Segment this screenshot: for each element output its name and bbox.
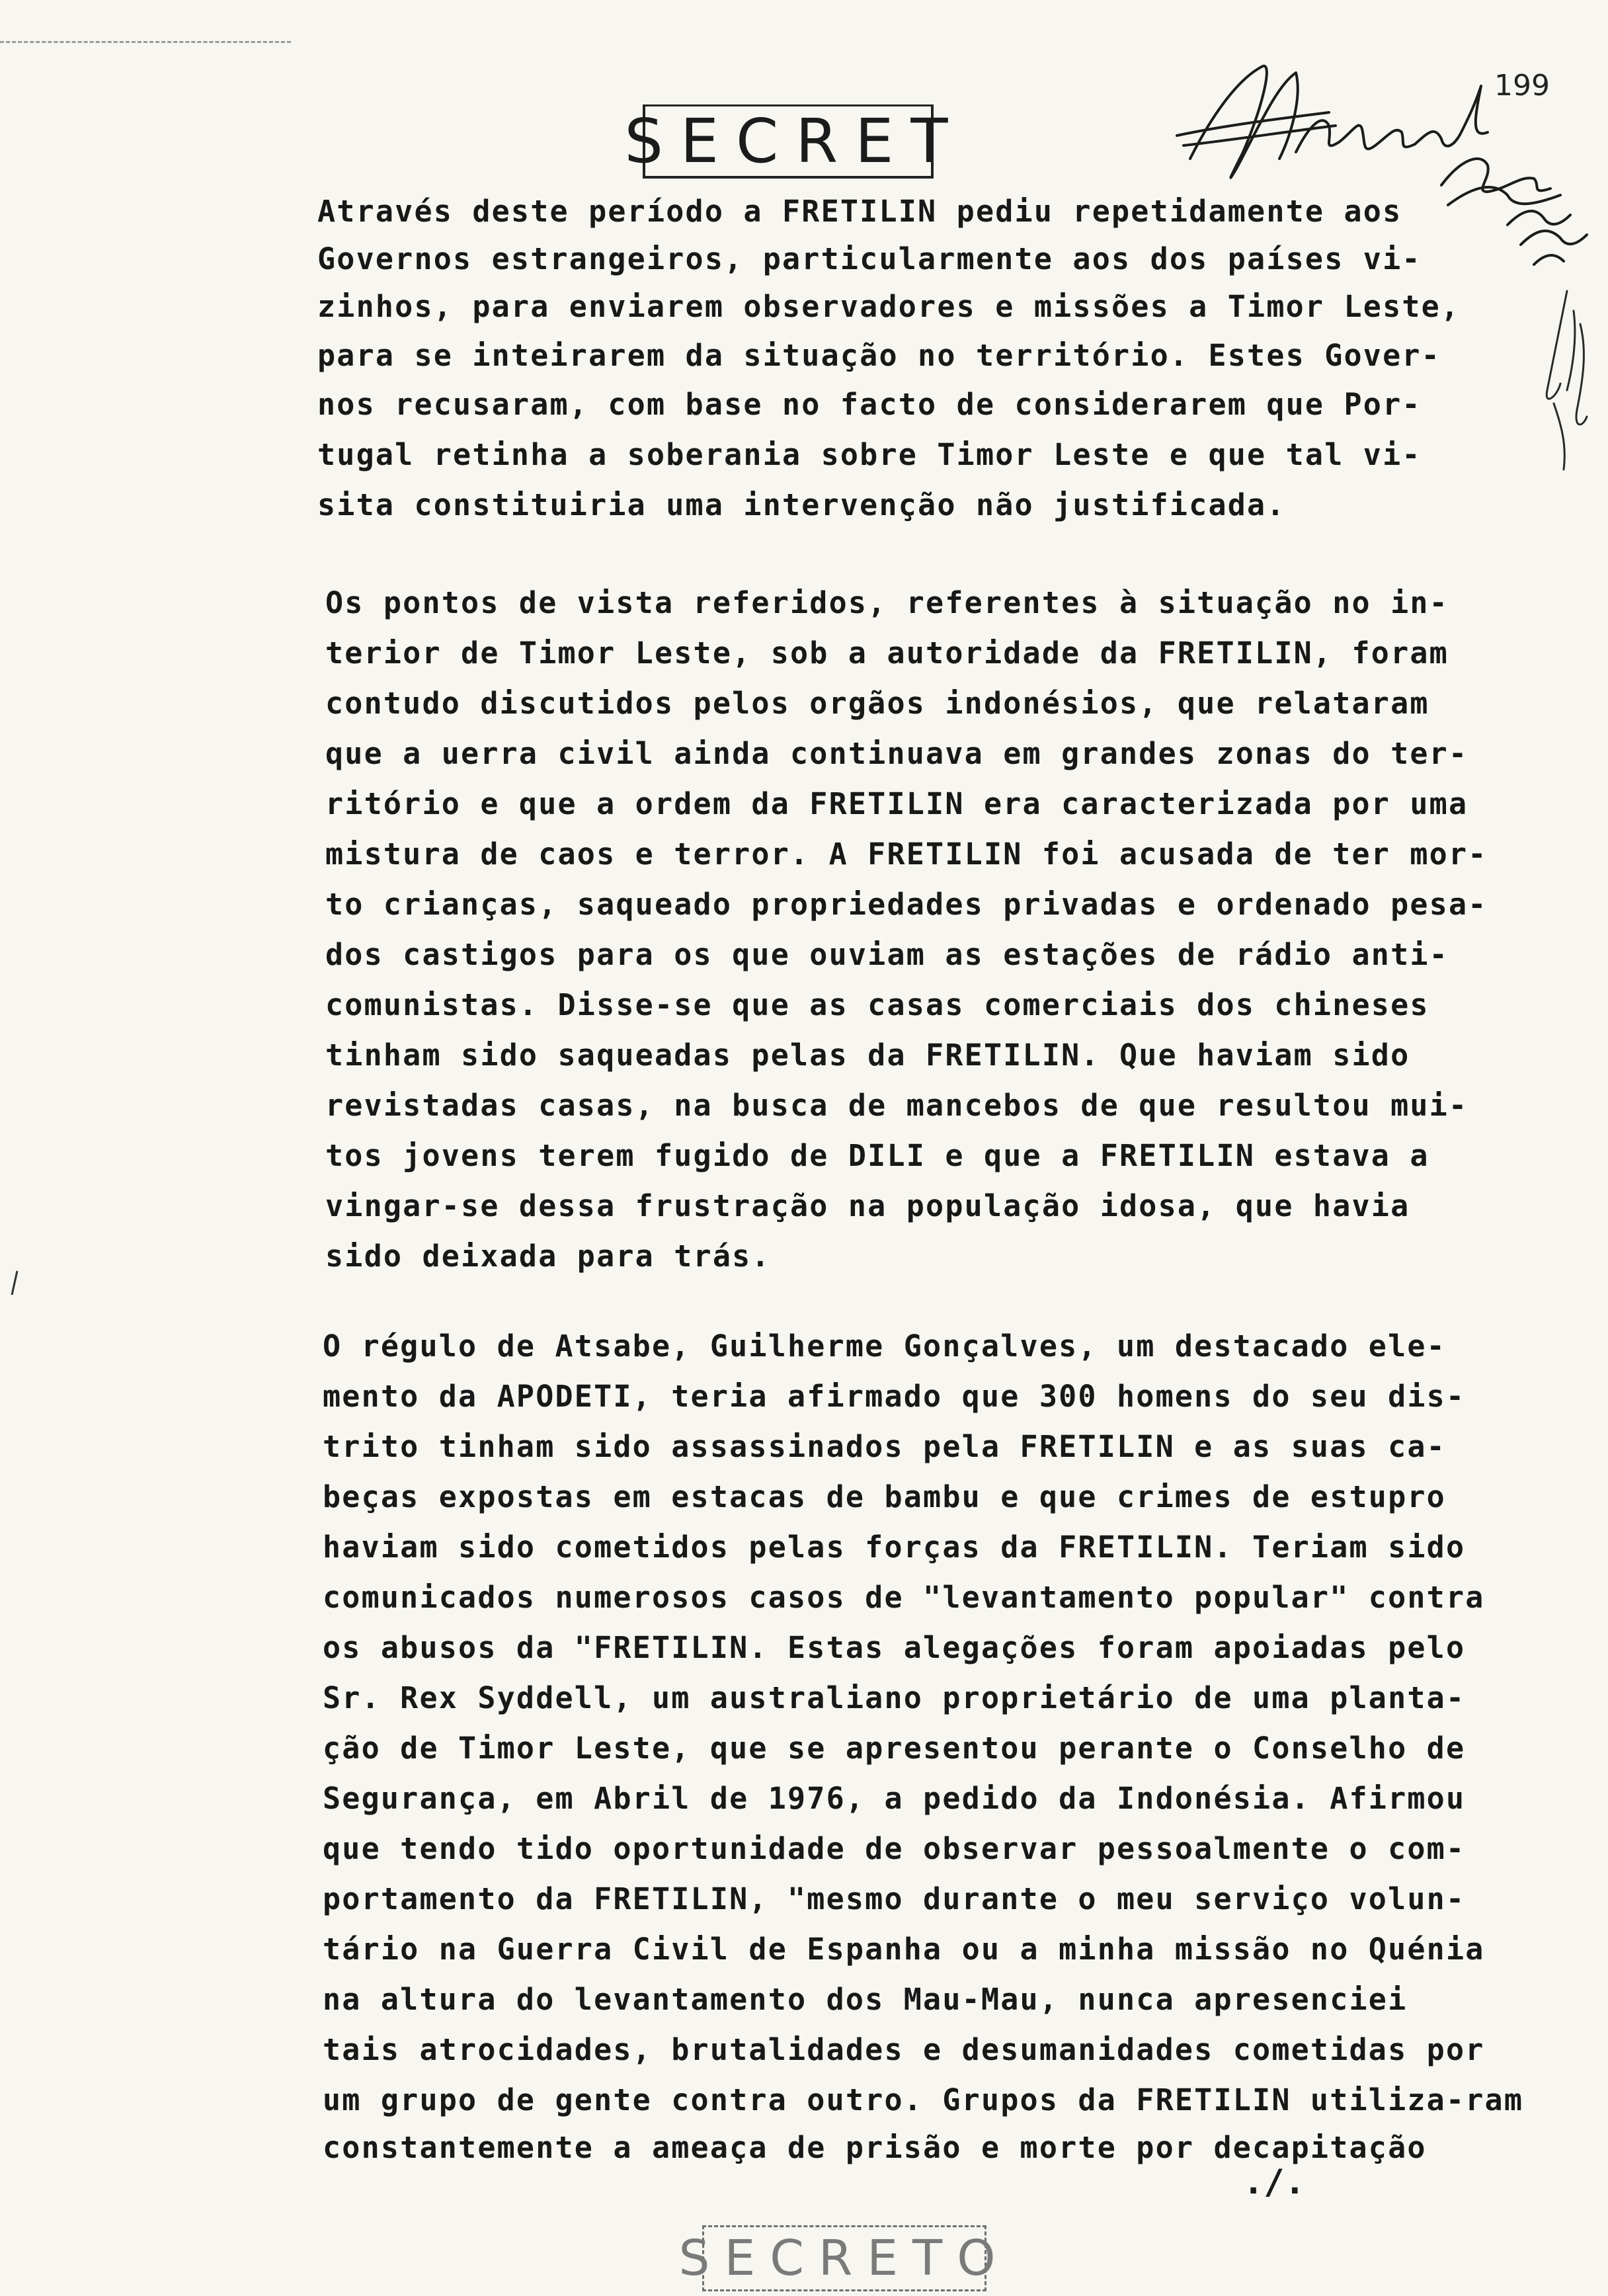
text-line: portamento da FRETILIN, "mesmo durante o meu serviço volun-	[323, 1881, 1466, 1916]
text-line: tos jovens terem fugido de DILI e que a FRETILIN estava a	[325, 1138, 1429, 1173]
text-line: que tendo tido oportunidade de observar pessoalmente o com-	[323, 1831, 1466, 1866]
text-line: para se inteirarem da situação no território. Estes Gover-	[317, 338, 1441, 373]
text-line: trito tinham sido assassinados pela FRETILIN e as suas ca-	[323, 1429, 1446, 1464]
text-line: zinhos, para enviarem observadores e missões a Timor Leste,	[317, 289, 1461, 324]
classification-stamp-top: SECRET	[643, 104, 934, 179]
text-line: Sr. Rex Syddell, um australiano proprietário de uma planta-	[323, 1680, 1466, 1715]
text-line: constantemente a ameaça de prisão e morte por decapitação	[323, 2130, 1427, 2165]
text-line: Através deste período a FRETILIN pediu repetidamente aos	[317, 194, 1402, 229]
margin-annotation	[1521, 284, 1600, 483]
text-line: terior de Timor Leste, sob a autoridade da FRETILIN, foram	[325, 636, 1449, 671]
text-line: comunicados numerosos casos de "levantamento popular" contra	[323, 1580, 1485, 1615]
text-line: contudo discutidos pelos orgãos indonésios, que relataram	[325, 686, 1429, 721]
text-line: O régulo de Atsabe, Guilherme Gonçalves, um destacado ele-	[323, 1329, 1446, 1364]
text-line: Governos estrangeiros, particularmente aos dos países vi-	[317, 241, 1422, 276]
text-line: tais atrocidades, brutalidades e desumanidades cometidas por	[323, 2032, 1485, 2067]
text-line: na altura do levantamento dos Mau-Mau, nunca apresenciei	[323, 1982, 1408, 2017]
text-line: os abusos da "FRETILIN. Estas alegações foram apoiadas pelo	[323, 1630, 1466, 1665]
text-line: comunistas. Disse-se que as casas comerciais dos chineses	[325, 987, 1429, 1022]
text-line: que a uerra civil ainda continuava em grandes zonas do ter-	[325, 736, 1468, 771]
continuation-mark: ./.	[1243, 2162, 1305, 2202]
text-line: mento da APODETI, teria afirmado que 300 homens do seu dis-	[323, 1379, 1466, 1414]
classification-stamp-bottom: SECRETO	[702, 2225, 986, 2291]
header-rule	[0, 41, 291, 43]
text-line: tugal retinha a soberania sobre Timor Leste e que tal vi-	[317, 437, 1422, 472]
text-line: revistadas casas, na busca de mancebos de que resultou mui-	[325, 1088, 1468, 1123]
text-line: beças expostas em estacas de bambu e que crimes de estupro	[323, 1479, 1446, 1514]
text-line: sita constituiria uma intervenção não justificada.	[317, 487, 1286, 522]
text-line: ritório e que a ordem da FRETILIN era caracterizada por uma	[325, 786, 1468, 821]
text-line: tário na Guerra Civil de Espanha ou a minha missão no Quénia	[323, 1932, 1485, 1967]
text-line: vingar-se dessa frustração na população idosa, que havia	[325, 1188, 1410, 1223]
text-line: Os pontos de vista referidos, referentes à situação no in-	[325, 585, 1449, 620]
text-line: haviam sido cometidos pelas forças da FRETILIN. Teriam sido	[323, 1530, 1466, 1565]
text-line: tinham sido saqueadas pelas da FRETILIN. Que haviam sido	[325, 1038, 1410, 1073]
text-line: nos recusaram, com base no facto de considerarem que Por-	[317, 387, 1422, 422]
page-number: 199	[1494, 69, 1550, 102]
text-line: ção de Timor Leste, que se apresentou perante o Conselho de	[323, 1731, 1466, 1766]
text-line: sido deixada para trás.	[325, 1239, 771, 1274]
text-line: um grupo de gente contra outro. Grupos da FRETILIN utiliza-ram	[323, 2082, 1524, 2117]
text-line: dos castigos para os que ouviam as estações de rádio anti-	[325, 937, 1449, 972]
text-line: to crianças, saqueado propriedades privadas e ordenado pesa-	[325, 887, 1488, 922]
text-line: mistura de caos e terror. A FRETILIN foi acusada de ter mor-	[325, 837, 1488, 872]
text-line: Segurança, em Abril de 1976, a pedido da Indonésia. Afirmou	[323, 1781, 1466, 1816]
margin-tick	[8, 1270, 21, 1296]
